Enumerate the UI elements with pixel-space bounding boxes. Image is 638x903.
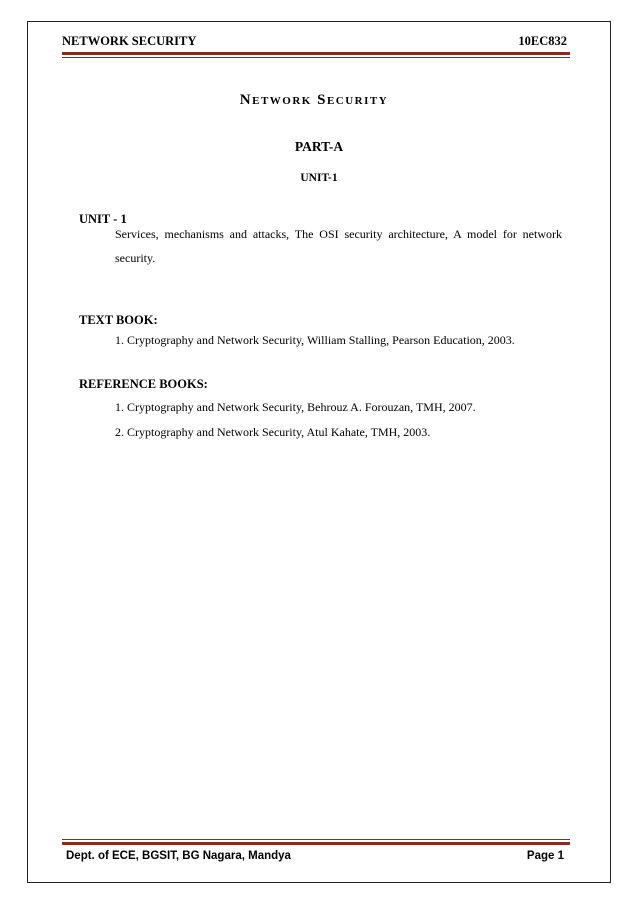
text-book-item-1: 1. Cryptography and Network Security, William Stalling, Pearson Education, 2003. bbox=[115, 333, 515, 347]
header-rule-thin bbox=[62, 57, 570, 58]
page-header bbox=[62, 29, 570, 49]
footer-department: Dept. of ECE, BGSIT, BG Nagara, Mandya bbox=[66, 850, 291, 862]
document-title bbox=[0, 92, 638, 109]
footer-rule-thin bbox=[62, 839, 570, 840]
part-heading-text: PART-A bbox=[294, 139, 344, 154]
reference-books-heading: REFERENCE BOOKS: bbox=[79, 377, 208, 391]
text-book-heading: TEXT BOOK: bbox=[79, 313, 158, 327]
header-rule-thick bbox=[62, 52, 570, 55]
page-footer bbox=[62, 850, 570, 870]
unit-heading: UNIT - 1 bbox=[79, 212, 127, 226]
header-course-code: 10EC832 bbox=[518, 34, 567, 48]
footer-page-number: Page 1 bbox=[526, 850, 564, 862]
reference-book-item-1: 1. Cryptography and Network Security, Behrouz A. Forouzan, TMH, 2007. bbox=[115, 400, 476, 414]
document-title-text: Network Security bbox=[239, 92, 389, 108]
header-title: NETWORK SECURITY bbox=[62, 34, 197, 48]
part-heading bbox=[0, 139, 638, 155]
unit-heading-center: UNIT-1 bbox=[300, 172, 338, 184]
reference-book-item-2: 2. Cryptography and Network Security, Atul Kahate, TMH, 2003. bbox=[115, 425, 431, 439]
footer-rule-thick bbox=[62, 842, 570, 845]
unit-description: Services, mechanisms and attacks, The OSI security architecture, A model for network security. bbox=[115, 227, 562, 265]
